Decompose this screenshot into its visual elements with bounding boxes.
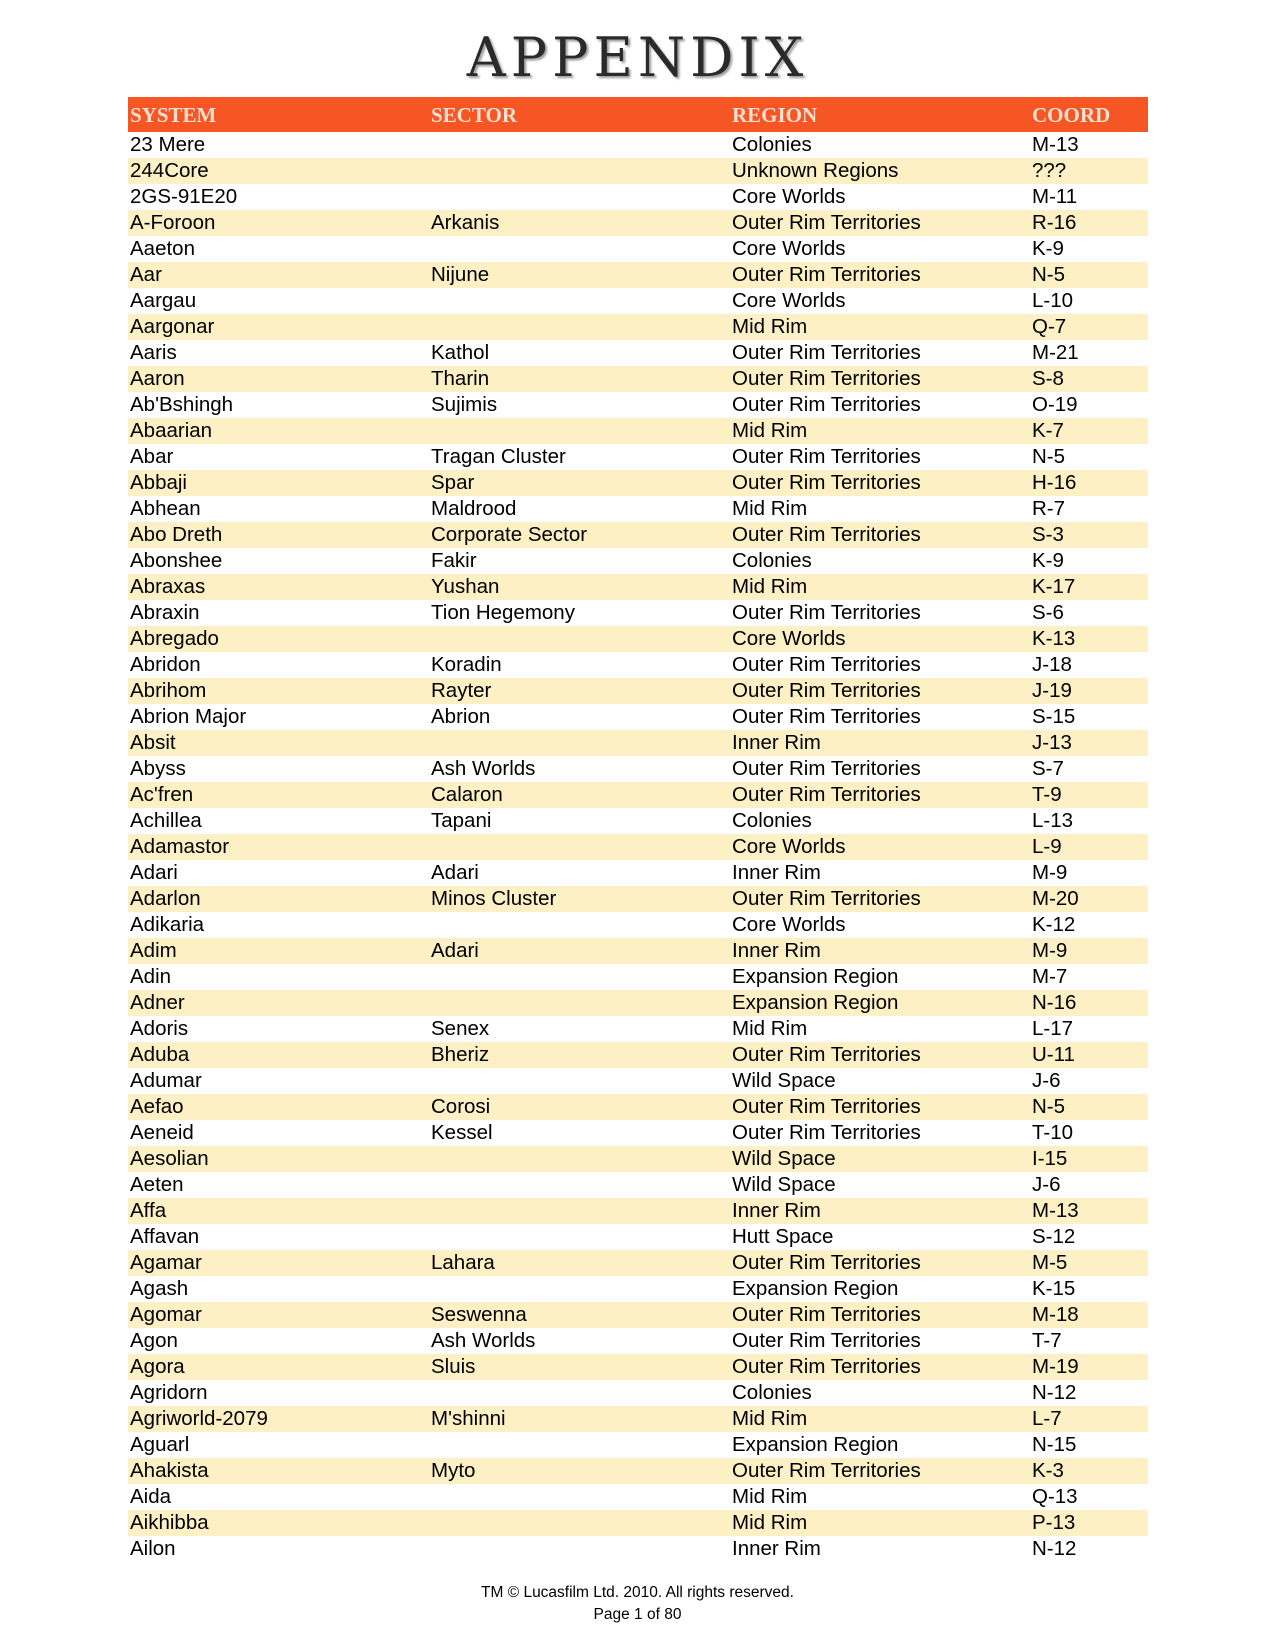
cell-sector: Seswenna [431, 1303, 527, 1326]
cell-region: Mid Rim [732, 575, 808, 598]
cell-system: Abaarian [130, 419, 213, 442]
cell-system: Aguarl [130, 1433, 190, 1456]
cell-coord: N-12 [1032, 1381, 1077, 1404]
cell-region: Mid Rim [732, 1017, 808, 1040]
cell-region: Outer Rim Territories [732, 783, 921, 806]
cell-sector: Calaron [431, 783, 503, 806]
cell-sector: Bheriz [431, 1043, 490, 1066]
table-row [128, 470, 1148, 496]
cell-region: Outer Rim Territories [732, 1251, 921, 1274]
cell-coord: M-18 [1032, 1303, 1079, 1326]
cell-coord: U-11 [1032, 1043, 1075, 1066]
cell-coord: J-13 [1032, 731, 1072, 754]
cell-coord: M-20 [1032, 887, 1079, 910]
table-row [128, 1068, 1148, 1094]
cell-region: Core Worlds [732, 913, 846, 936]
cell-system: Aargonar [130, 315, 215, 338]
table-row [128, 1146, 1148, 1172]
cell-system: Ailon [130, 1537, 176, 1560]
cell-system: Abhean [130, 497, 201, 520]
table-row [128, 1016, 1148, 1042]
table-row [128, 132, 1148, 158]
cell-sector: Maldrood [431, 497, 517, 520]
cell-system: Agridorn [130, 1381, 208, 1404]
cell-coord: M-9 [1032, 939, 1068, 962]
cell-sector: Myto [431, 1459, 476, 1482]
cell-system: Achillea [130, 809, 202, 832]
cell-region: Expansion Region [732, 965, 899, 988]
table-row [128, 210, 1148, 236]
cell-system: Absit [130, 731, 176, 754]
cell-system: Abbaji [130, 471, 187, 494]
header-coord: COORD [1032, 102, 1111, 127]
cell-region: Outer Rim Territories [732, 757, 921, 780]
cell-coord: J-6 [1032, 1173, 1061, 1196]
table-row [128, 808, 1148, 834]
cell-system: Abyss [130, 757, 186, 780]
cell-region: Mid Rim [732, 315, 808, 338]
cell-coord: J-6 [1032, 1069, 1061, 1092]
cell-system: Aduba [130, 1043, 190, 1066]
cell-system: Agamar [130, 1251, 202, 1274]
table-row [128, 444, 1148, 470]
header-system: SYSTEM [130, 102, 217, 127]
table-row [128, 1458, 1148, 1484]
cell-region: Mid Rim [732, 497, 808, 520]
cell-coord: M-7 [1032, 965, 1068, 988]
cell-sector: Nijune [431, 263, 490, 286]
cell-system: Ab'Bshingh [130, 393, 234, 416]
cell-region: Colonies [732, 133, 812, 156]
table-row [128, 288, 1148, 314]
cell-region: Outer Rim Territories [732, 367, 921, 390]
cell-system: Aargau [130, 289, 197, 312]
cell-system: Agomar [130, 1303, 202, 1326]
page-number: Page 1 of 80 [593, 1606, 682, 1623]
cell-region: Outer Rim Territories [732, 263, 921, 286]
cell-sector: Sluis [431, 1355, 476, 1378]
cell-sector: Kessel [431, 1121, 493, 1144]
cell-coord: L-9 [1032, 835, 1062, 858]
table-row [128, 1510, 1148, 1536]
cell-coord: K-9 [1032, 549, 1064, 572]
cell-region: Outer Rim Territories [732, 1121, 921, 1144]
cell-region: Outer Rim Territories [732, 1459, 921, 1482]
cell-coord: J-19 [1032, 679, 1072, 702]
cell-coord: S-7 [1032, 757, 1064, 780]
header-sector: SECTOR [431, 102, 517, 127]
cell-region: Outer Rim Territories [732, 705, 921, 728]
cell-region: Mid Rim [732, 1511, 808, 1534]
cell-system: Ac'fren [130, 783, 194, 806]
cell-sector: Corporate Sector [431, 523, 588, 546]
cell-sector: Ash Worlds [431, 757, 536, 780]
table-row [128, 756, 1148, 782]
table-row [128, 990, 1148, 1016]
table-row [128, 600, 1148, 626]
table-row [128, 964, 1148, 990]
table-row [128, 1198, 1148, 1224]
cell-system: Aaron [130, 367, 185, 390]
table-row [128, 158, 1148, 184]
cell-system: 244Core [130, 159, 209, 182]
table-row [128, 1042, 1148, 1068]
cell-coord: J-18 [1032, 653, 1072, 676]
cell-system: Abo Dreth [130, 523, 223, 546]
table-row [128, 314, 1148, 340]
cell-coord: I-15 [1032, 1147, 1068, 1170]
cell-region: Outer Rim Territories [732, 679, 921, 702]
table-row [128, 912, 1148, 938]
cell-region: Outer Rim Territories [732, 1303, 921, 1326]
table-row [128, 1406, 1148, 1432]
cell-coord: N-12 [1032, 1537, 1077, 1560]
copyright-notice: TM © Lucasfilm Ltd. 2010. All rights reserved. [481, 1584, 794, 1601]
cell-system: Aefao [130, 1095, 184, 1118]
table-row [128, 1302, 1148, 1328]
cell-coord: N-15 [1032, 1433, 1077, 1456]
cell-system: Adner [130, 991, 185, 1014]
cell-sector: Sujimis [431, 393, 498, 416]
cell-coord: R-16 [1032, 211, 1077, 234]
cell-coord: S-3 [1032, 523, 1064, 546]
cell-system: Abar [130, 445, 174, 468]
cell-system: Aesolian [130, 1147, 209, 1170]
table-row [128, 340, 1148, 366]
cell-sector: Yushan [431, 575, 500, 598]
cell-region: Colonies [732, 549, 812, 572]
cell-coord: Q-13 [1032, 1485, 1078, 1508]
cell-sector: Minos Cluster [431, 887, 557, 910]
cell-system: Aar [130, 263, 162, 286]
cell-region: Expansion Region [732, 1433, 899, 1456]
cell-sector: Rayter [431, 679, 492, 702]
cell-coord: M-13 [1032, 133, 1079, 156]
cell-region: Core Worlds [732, 289, 846, 312]
cell-region: Mid Rim [732, 1485, 808, 1508]
cell-coord: K-13 [1032, 627, 1076, 650]
cell-region: Outer Rim Territories [732, 445, 921, 468]
cell-sector: Koradin [431, 653, 502, 676]
cell-system: Aaris [130, 341, 177, 364]
table-row [128, 1172, 1148, 1198]
cell-system: Aeten [130, 1173, 184, 1196]
page-title: APPENDIX [466, 26, 809, 89]
cell-system: Adumar [130, 1069, 202, 1092]
cell-sector: Spar [431, 471, 475, 494]
cell-system: Adim [130, 939, 177, 962]
cell-system: Abonshee [130, 549, 223, 572]
cell-sector: Tapani [431, 809, 492, 832]
cell-coord: M-21 [1032, 341, 1079, 364]
cell-region: Outer Rim Territories [732, 1043, 921, 1066]
table-row [128, 496, 1148, 522]
cell-region: Wild Space [732, 1173, 836, 1196]
table-row [128, 418, 1148, 444]
cell-coord: P-13 [1032, 1511, 1076, 1534]
cell-region: Expansion Region [732, 991, 899, 1014]
cell-sector: Adari [431, 939, 479, 962]
cell-coord: K-7 [1032, 419, 1064, 442]
cell-region: Outer Rim Territories [732, 393, 921, 416]
cell-sector: Lahara [431, 1251, 495, 1274]
cell-coord: K-3 [1032, 1459, 1064, 1482]
cell-coord: S-8 [1032, 367, 1064, 390]
table-row [128, 392, 1148, 418]
cell-coord: L-10 [1032, 289, 1074, 312]
table-row [128, 1276, 1148, 1302]
table-row [128, 1328, 1148, 1354]
cell-coord: H-16 [1032, 471, 1077, 494]
table-row [128, 1484, 1148, 1510]
cell-region: Mid Rim [732, 1407, 808, 1430]
cell-region: Outer Rim Territories [732, 1095, 921, 1118]
table-row [128, 938, 1148, 964]
cell-system: Adamastor [130, 835, 230, 858]
cell-sector: Tion Hegemony [431, 601, 575, 624]
cell-coord: N-5 [1032, 445, 1066, 468]
cell-region: Mid Rim [732, 419, 808, 442]
table-row [128, 678, 1148, 704]
cell-coord: Q-7 [1032, 315, 1067, 338]
cell-coord: L-7 [1032, 1407, 1062, 1430]
cell-system: Abraxin [130, 601, 200, 624]
cell-region: Outer Rim Territories [732, 653, 921, 676]
cell-coord: S-6 [1032, 601, 1064, 624]
cell-coord: K-17 [1032, 575, 1076, 598]
cell-coord: M-9 [1032, 861, 1068, 884]
cell-coord: L-13 [1032, 809, 1074, 832]
cell-system: Aeneid [130, 1121, 194, 1144]
cell-coord: N-16 [1032, 991, 1077, 1014]
cell-system: Abraxas [130, 575, 206, 598]
table-row [128, 626, 1148, 652]
cell-coord: T-10 [1032, 1121, 1074, 1144]
table-body [128, 132, 1148, 1562]
cell-coord: N-5 [1032, 1095, 1066, 1118]
cell-coord: M-13 [1032, 1199, 1079, 1222]
cell-system: Affa [130, 1199, 167, 1222]
header-region: REGION [732, 102, 818, 127]
cell-region: Core Worlds [732, 237, 846, 260]
cell-system: Agora [130, 1355, 185, 1378]
table-row [128, 1250, 1148, 1276]
cell-region: Hutt Space [732, 1225, 834, 1248]
cell-coord: K-15 [1032, 1277, 1076, 1300]
cell-region: Colonies [732, 809, 812, 832]
cell-region: Unknown Regions [732, 159, 899, 182]
cell-sector: Senex [431, 1017, 490, 1040]
table-row [128, 262, 1148, 288]
systems-table [128, 97, 1148, 1562]
cell-region: Outer Rim Territories [732, 211, 921, 234]
cell-region: Wild Space [732, 1069, 836, 1092]
cell-coord: S-12 [1032, 1225, 1076, 1248]
cell-coord: M-5 [1032, 1251, 1068, 1274]
cell-region: Outer Rim Territories [732, 1355, 921, 1378]
cell-sector: Abrion [431, 705, 491, 728]
cell-sector: Kathol [431, 341, 490, 364]
cell-system: 23 Mere [130, 133, 206, 156]
cell-system: Abregado [130, 627, 219, 650]
cell-sector: Corosi [431, 1095, 491, 1118]
cell-region: Expansion Region [732, 1277, 899, 1300]
cell-sector: Ash Worlds [431, 1329, 536, 1352]
cell-system: Agriworld-2079 [130, 1407, 268, 1430]
table-row [128, 860, 1148, 886]
cell-region: Core Worlds [732, 627, 846, 650]
table-row [128, 366, 1148, 392]
table-row [128, 704, 1148, 730]
table-row [128, 1120, 1148, 1146]
cell-coord: K-9 [1032, 237, 1064, 260]
cell-coord: L-17 [1032, 1017, 1074, 1040]
cell-coord: S-15 [1032, 705, 1076, 728]
table-row [128, 1536, 1148, 1562]
cell-system: Adin [130, 965, 172, 988]
cell-region: Inner Rim [732, 1537, 821, 1560]
table-row [128, 834, 1148, 860]
cell-sector: M'shinni [431, 1407, 506, 1430]
table-row [128, 574, 1148, 600]
cell-region: Outer Rim Territories [732, 523, 921, 546]
cell-system: Aaeton [130, 237, 195, 260]
cell-coord: M-19 [1032, 1355, 1079, 1378]
cell-system: Agash [130, 1277, 189, 1300]
cell-system: Aida [130, 1485, 172, 1508]
cell-coord: K-12 [1032, 913, 1076, 936]
cell-system: Adikaria [130, 913, 205, 936]
cell-system: Adari [130, 861, 178, 884]
cell-sector: Adari [431, 861, 479, 884]
table-row [128, 652, 1148, 678]
table-row [128, 184, 1148, 210]
cell-system: Affavan [130, 1225, 200, 1248]
cell-coord: N-5 [1032, 263, 1066, 286]
cell-sector: Fakir [431, 549, 477, 572]
cell-system: Abrion Major [130, 705, 247, 728]
cell-region: Wild Space [732, 1147, 836, 1170]
cell-system: Ahakista [130, 1459, 209, 1482]
table-row [128, 886, 1148, 912]
table-row [128, 1380, 1148, 1406]
table-row [128, 1432, 1148, 1458]
cell-system: Adoris [130, 1017, 189, 1040]
cell-coord: M-11 [1032, 185, 1078, 208]
cell-sector: Arkanis [431, 211, 500, 234]
table-row [128, 782, 1148, 808]
cell-coord: T-7 [1032, 1329, 1062, 1352]
cell-region: Outer Rim Territories [732, 601, 921, 624]
table-row [128, 1094, 1148, 1120]
cell-system: Adarlon [130, 887, 201, 910]
cell-region: Core Worlds [732, 835, 846, 858]
cell-coord: T-9 [1032, 783, 1062, 806]
cell-sector: Tragan Cluster [431, 445, 566, 468]
cell-sector: Tharin [431, 367, 490, 390]
cell-system: Abrihom [130, 679, 207, 702]
cell-coord: ??? [1032, 159, 1067, 182]
cell-system: 2GS-91E20 [130, 185, 238, 208]
cell-coord: R-7 [1032, 497, 1066, 520]
cell-region: Inner Rim [732, 731, 821, 754]
table-row [128, 548, 1148, 574]
cell-region: Inner Rim [732, 1199, 821, 1222]
cell-region: Outer Rim Territories [732, 1329, 921, 1352]
cell-region: Colonies [732, 1381, 812, 1404]
cell-region: Core Worlds [732, 185, 846, 208]
table-row [128, 1354, 1148, 1380]
table-row [128, 1224, 1148, 1250]
cell-region: Outer Rim Territories [732, 471, 921, 494]
cell-region: Outer Rim Territories [732, 887, 921, 910]
table-row [128, 522, 1148, 548]
cell-region: Inner Rim [732, 861, 821, 884]
cell-system: Agon [130, 1329, 178, 1352]
cell-system: Aikhibba [130, 1511, 209, 1534]
cell-system: A-Foroon [130, 211, 216, 234]
cell-region: Inner Rim [732, 939, 821, 962]
table-row [128, 236, 1148, 262]
cell-system: Abridon [130, 653, 201, 676]
table-row [128, 730, 1148, 756]
table-header [128, 97, 1148, 132]
cell-coord: O-19 [1032, 393, 1078, 416]
cell-region: Outer Rim Territories [732, 341, 921, 364]
